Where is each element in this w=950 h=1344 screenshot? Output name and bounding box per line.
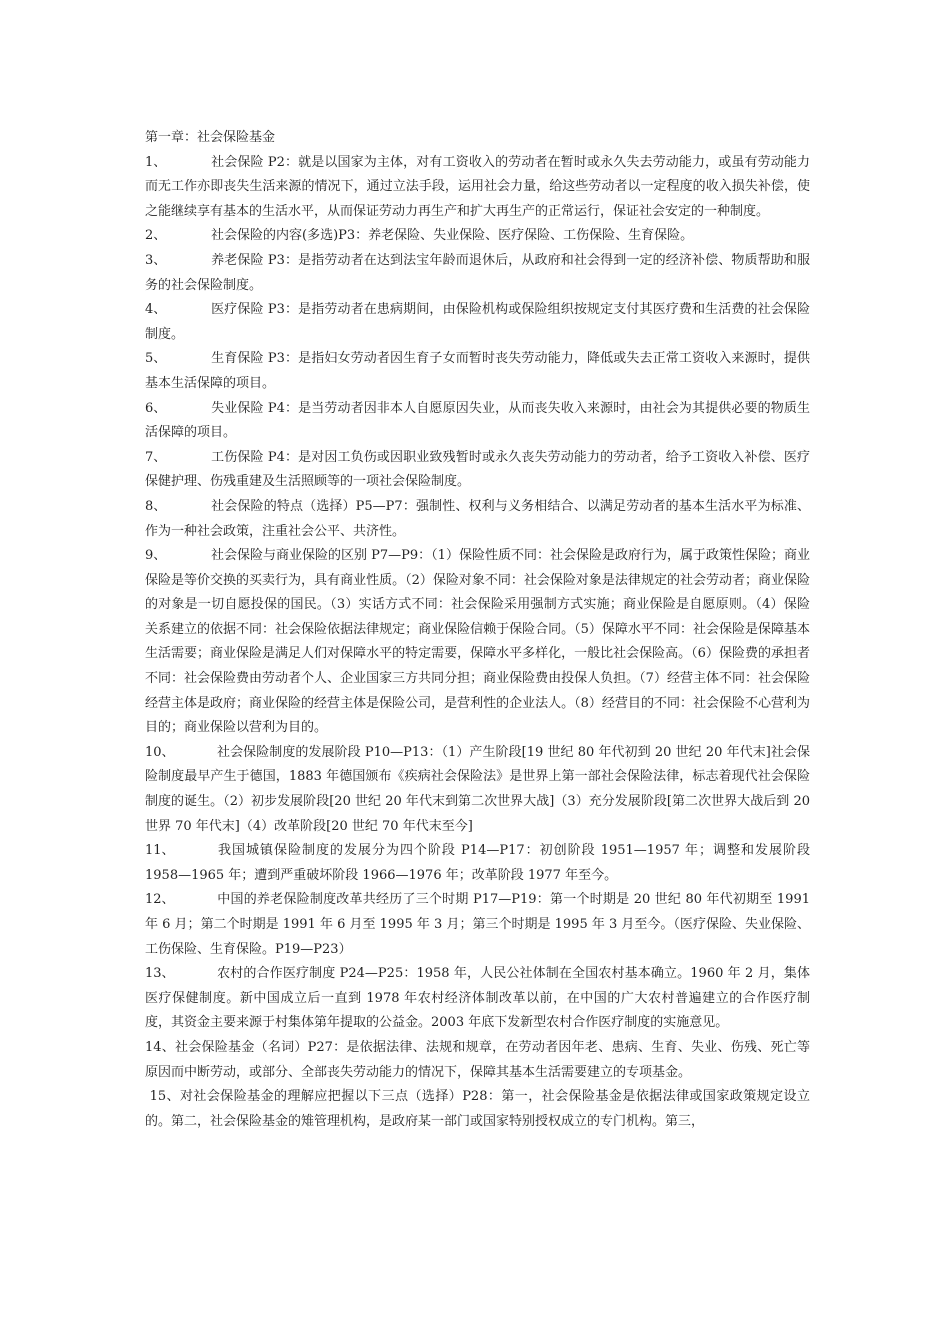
item-text: 社会保险的内容(多选)P3：养老保险、失业保险、医疗保险、工伤保险、生育保险。 — [211, 228, 694, 244]
item-number: 11、 — [145, 843, 175, 859]
item-text: 工伤保险 P4：是对因工负伤或因职业致残暂时或永久丧失劳动能力的劳动者，给予工资收入补偿、医疗保健护理、伤残重建及生活照顾等的一项社会保险制度。 — [145, 449, 810, 490]
item-number: 12、 — [145, 892, 175, 908]
item-text: 社会保险制度的发展阶段 P10—P13：（1）产生阶段[19 世纪 80 年代初到 20 世纪 20 年代末]社会保险制度最早产生于德国，1883 年德国颁布《疾病社会保险法》是世界上第一部社会保险法律，标志着现代社会保险制度的诞生。（2）初步发展阶段[20 世纪 20 年代末到第二次世界大战]（3）充分发展阶段[第二次世界大战后到 20 世界 70 年代末]（4）改革阶段[20 世纪 70 年代末至今] — [145, 744, 810, 834]
item-number: 1、 — [145, 154, 167, 170]
list-item — [145, 962, 810, 1036]
item-text: 医疗保险 P3：是指劳动者在患病期间，由保险机构或保险组织按规定支付其医疗费和生活费的社会保险制度。 — [145, 302, 810, 342]
item-number: 10、 — [145, 744, 175, 760]
item-text: 失业保险 P4：是当劳动者因非本人自愿原因失业，从而丧失收入来源时，由社会为其提供必要的物质生活保障的项目。 — [145, 400, 810, 441]
list-item — [145, 397, 810, 446]
document-body — [145, 126, 810, 1134]
list-item — [145, 446, 810, 495]
item-number: 7、 — [145, 449, 167, 465]
paragraph-15: 15、对社会保险基金的理解应把握以下三点（选择）P28：第一，社会保险基金是依据法律或国家政策规定设立的。第二，社会保险基金的雉管理机构，是政府某一部门或国家特别授权成立的专门机构。第三， — [145, 1089, 810, 1129]
item-text: 社会保险的特点（选择）P5—P7：强制性、权利与义务相结合、以满足劳动者的基本生活水平为标准、作为一种社会政策，注重社会公平、共济性。 — [145, 498, 810, 539]
list-item — [145, 249, 810, 298]
item-number: 8、 — [145, 498, 167, 514]
list-item — [145, 839, 810, 888]
item-number: 6、 — [145, 400, 167, 416]
item-text: 农村的合作医疗制度 P24—P25：1958 年，人民公社体制在全国农村基本确立。1960 年 2 月，集体医疗保健制度。新中国成立后一直到 1978 年农村经济体制改革以前，在中国的广大农村普遍建立的合作医疗制度，其资金主要来源于村集体第年提取的公益金。2003 年底下发新型农村合作医疗制度的实施意见。 — [145, 966, 810, 1031]
item-text: 生育保险 P3：是指妇女劳动者因生育子女而暂时丧失劳动能力，降低或失去正常工资收入来源时，提供基本生活保障的项目。 — [145, 351, 810, 391]
item-number: 2、 — [145, 228, 167, 244]
item-text: 我国城镇保险制度的发展分为四个阶段 P14—P17：初创阶段 1951—1957 年；调整和发展阶段 1958—1965 年；遭到严重破坏阶段 1966—1976 年；改革阶段 1977 年至今。 — [145, 843, 810, 883]
item-number: 9、 — [145, 548, 167, 564]
item-text: 社会保险与商业保险的区别 P7—P9：（1）保险性质不同：社会保险是政府行为，属于政策性保险；商业保险是等价交换的买卖行为，具有商业性质。（2）保险对象不同：社会保险对象是法律规定的社会劳动者；商业保险的对象是一切自愿投保的国民。（3）实话方式不同：社会保险采用强制方式实施；商业保险是自愿原则。（4）保险关系建立的依据不同：社会保险依据法律规定；商业保险信赖于保险合同。（5）保障水平不同：社会保险是保障基本生活需要；商业保险是满足人们对保障水平的特定需要，保障水平多样化，一般比社会保险高。（6）保险费的承担者不同：社会保险费由劳动者个人、企业国家三方共同分担；商业保险费由投保人负担。（7）经营主体不同：社会保险经营主体是政府；商业保险的经营主体是保险公司，是营利性的企业法人。（8）经营目的不同：社会保险不心营利为目的；商业保险以营利为目的。 — [145, 548, 810, 736]
item-number: 3、 — [145, 252, 167, 268]
list-item — [145, 741, 810, 839]
list-item — [145, 544, 810, 741]
item-text: 中国的养老保险制度改革共经历了三个时期 P17—P19：第一个时期是 20 世纪 80 年代初期至 1991 年 6 月；第二个时期是 1991 年 6 月至 1995 年 3 月；第三个时期是 1995 年 3 月至今。（医疗保险、失业保险、工伤保险、生育保险。P19—P23） — [145, 892, 810, 957]
item-number: 4、 — [145, 302, 167, 318]
item-text: 社会保险 P2：就是以国家为主体，对有工资收入的劳动者在暂时或永久失去劳动能力，或虽有劳动能力而无工作亦即丧失生活来源的情况下，通过立法手段，运用社会力量，给这些劳动者以一定程度的收入损失补偿，使之能继续享有基本的生活水平，从而保证劳动力再生产和扩大再生产的正常运行，保证社会安定的一种制度。 — [145, 154, 810, 219]
list-item — [145, 298, 810, 347]
paragraph-14: 14、社会保险基金（名词）P27：是依据法律、法规和规章，在劳动者因年老、患病、生育、失业、伤残、死亡等原因而中断劳动，或部分、全部丧失劳动能力的情况下，保障其基本生活需要建立的专项基金。 — [145, 1039, 810, 1080]
item-number: 5、 — [145, 351, 167, 367]
chapter-title: 第一章：社会保险基金 — [145, 130, 276, 145]
list-item — [145, 495, 810, 544]
list-item — [145, 347, 810, 396]
list-item — [145, 224, 810, 249]
list-item — [145, 151, 810, 225]
list-item — [145, 888, 810, 962]
item-number: 13、 — [145, 966, 175, 982]
item-text: 养老保险 P3：是指劳动者在达到法宝年龄而退休后，从政府和社会得到一定的经济补偿、物质帮助和服务的社会保险制度。 — [145, 252, 810, 293]
